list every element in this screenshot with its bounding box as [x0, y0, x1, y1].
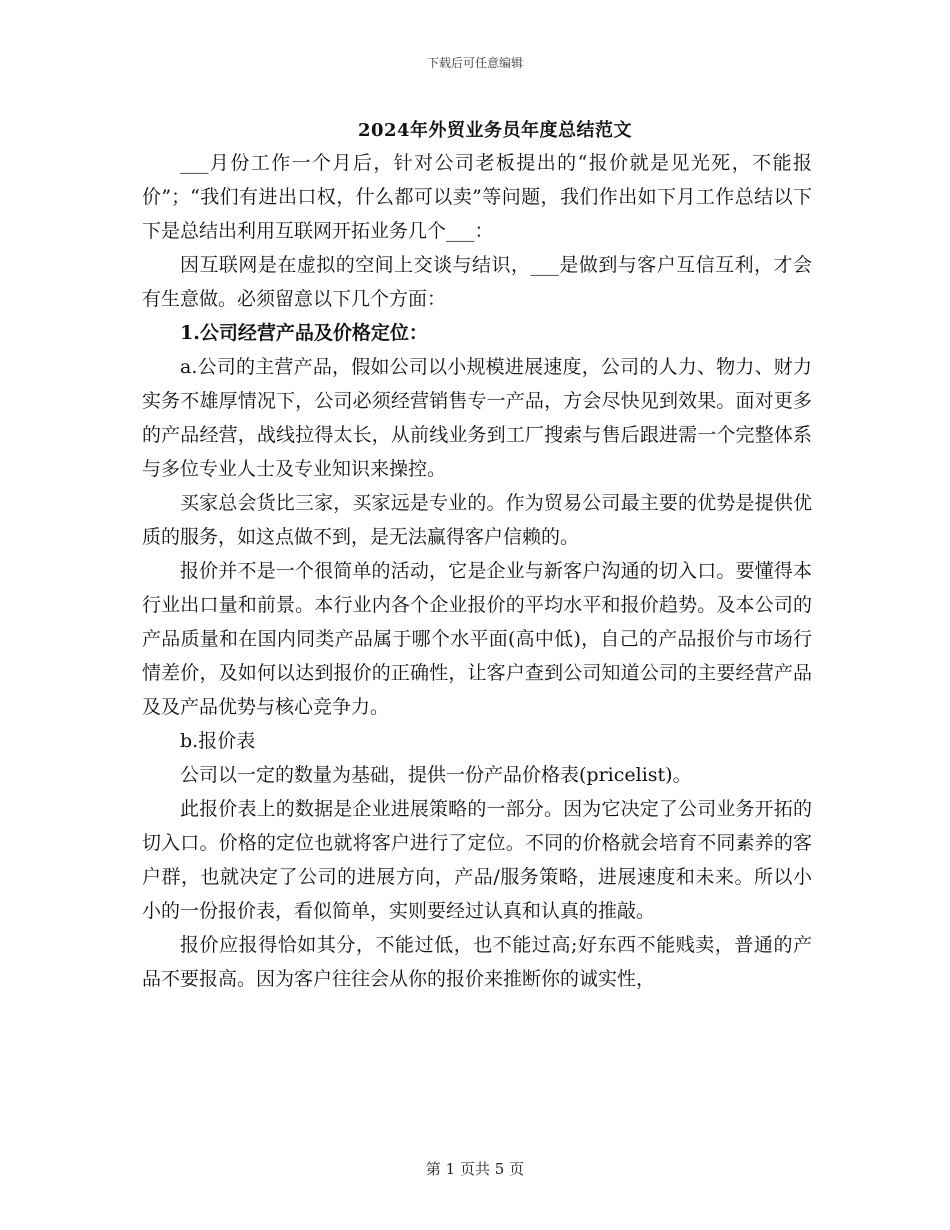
paragraph-8: 报价应报得恰如其分，不能过低，也不能过高;好东西不能贱卖，普通的产品不要报高。因为客户往往会从你的报价来推断你的诚实性， [142, 934, 812, 990]
page-title: 2024年外贸业务员年度总结范文 [357, 120, 633, 141]
header-note: 下载后可任意编辑 [426, 56, 523, 70]
paragraph-4: 买家总会货比三家，买家远是专业的。作为贸易公司最主要的优势是提供优质的服务，如这点做不到，是无法赢得客户信赖的。 [142, 492, 812, 548]
paragraph-1: ___月份工作一个月后，针对公司老板提出的“报价就是见光死，不能报价”；“我们有进出口权，什么都可以卖”等问题，我们作出如下月工作总结以下下是总结出利用互联网开拓业务几个___： [142, 152, 812, 242]
subsection-heading: b.报价表 [180, 730, 256, 752]
document-body [142, 146, 812, 996]
paragraph-5: 报价并不是一个很简单的活动，它是企业与新客户沟通的切入口。要懂得本行业出口量和前景。本行业内各个企业报价的平均水平和报价趋势。及本公司的产品质量和在国内同类产品属于哪个水平面(高中低)，自己的产品报价与市场行情差价，及如何以达到报价的正确性，让客户查到公司知道公司的主要经营产品及及产品优势与核心竞争力。 [142, 560, 812, 718]
paragraph-2: 因互联网是在虚拟的空间上交谈与结识，___是做到与客户互信互利，才会有生意做。必须留意以下几个方面： [142, 254, 812, 310]
section-heading: 1.公司经营产品及价格定位： [180, 322, 428, 344]
paragraph-7: 此报价表上的数据是企业进展策略的一部分。因为它决定了公司业务开拓的切入口。价格的定位也就将客户进行了定位。不同的价格就会培育不同素养的客户群，也就决定了公司的进展方向，产品/服务策略，进展速度和未来。所以小小的一份报价表，看似简单，实则要经过认真和认真的推敲。 [142, 798, 812, 922]
paragraph-6: 公司以一定的数量为基础，提供一份产品价格表(pricelist)。 [180, 764, 692, 786]
page-number: 第 1 页共 5 页 [425, 1160, 525, 1178]
paragraph-3: a.公司的主营产品，假如公司以小规模进展速度，公司的人力、物力、财力实务不雄厚情况下，公司必须经营销售专一产品，方会尽快见到效果。面对更多的产品经营，战线拉得太长，从前线业务到工厂搜索与售后跟进需一个完整体系与多位专业人士及专业知识来操控。 [142, 356, 812, 480]
